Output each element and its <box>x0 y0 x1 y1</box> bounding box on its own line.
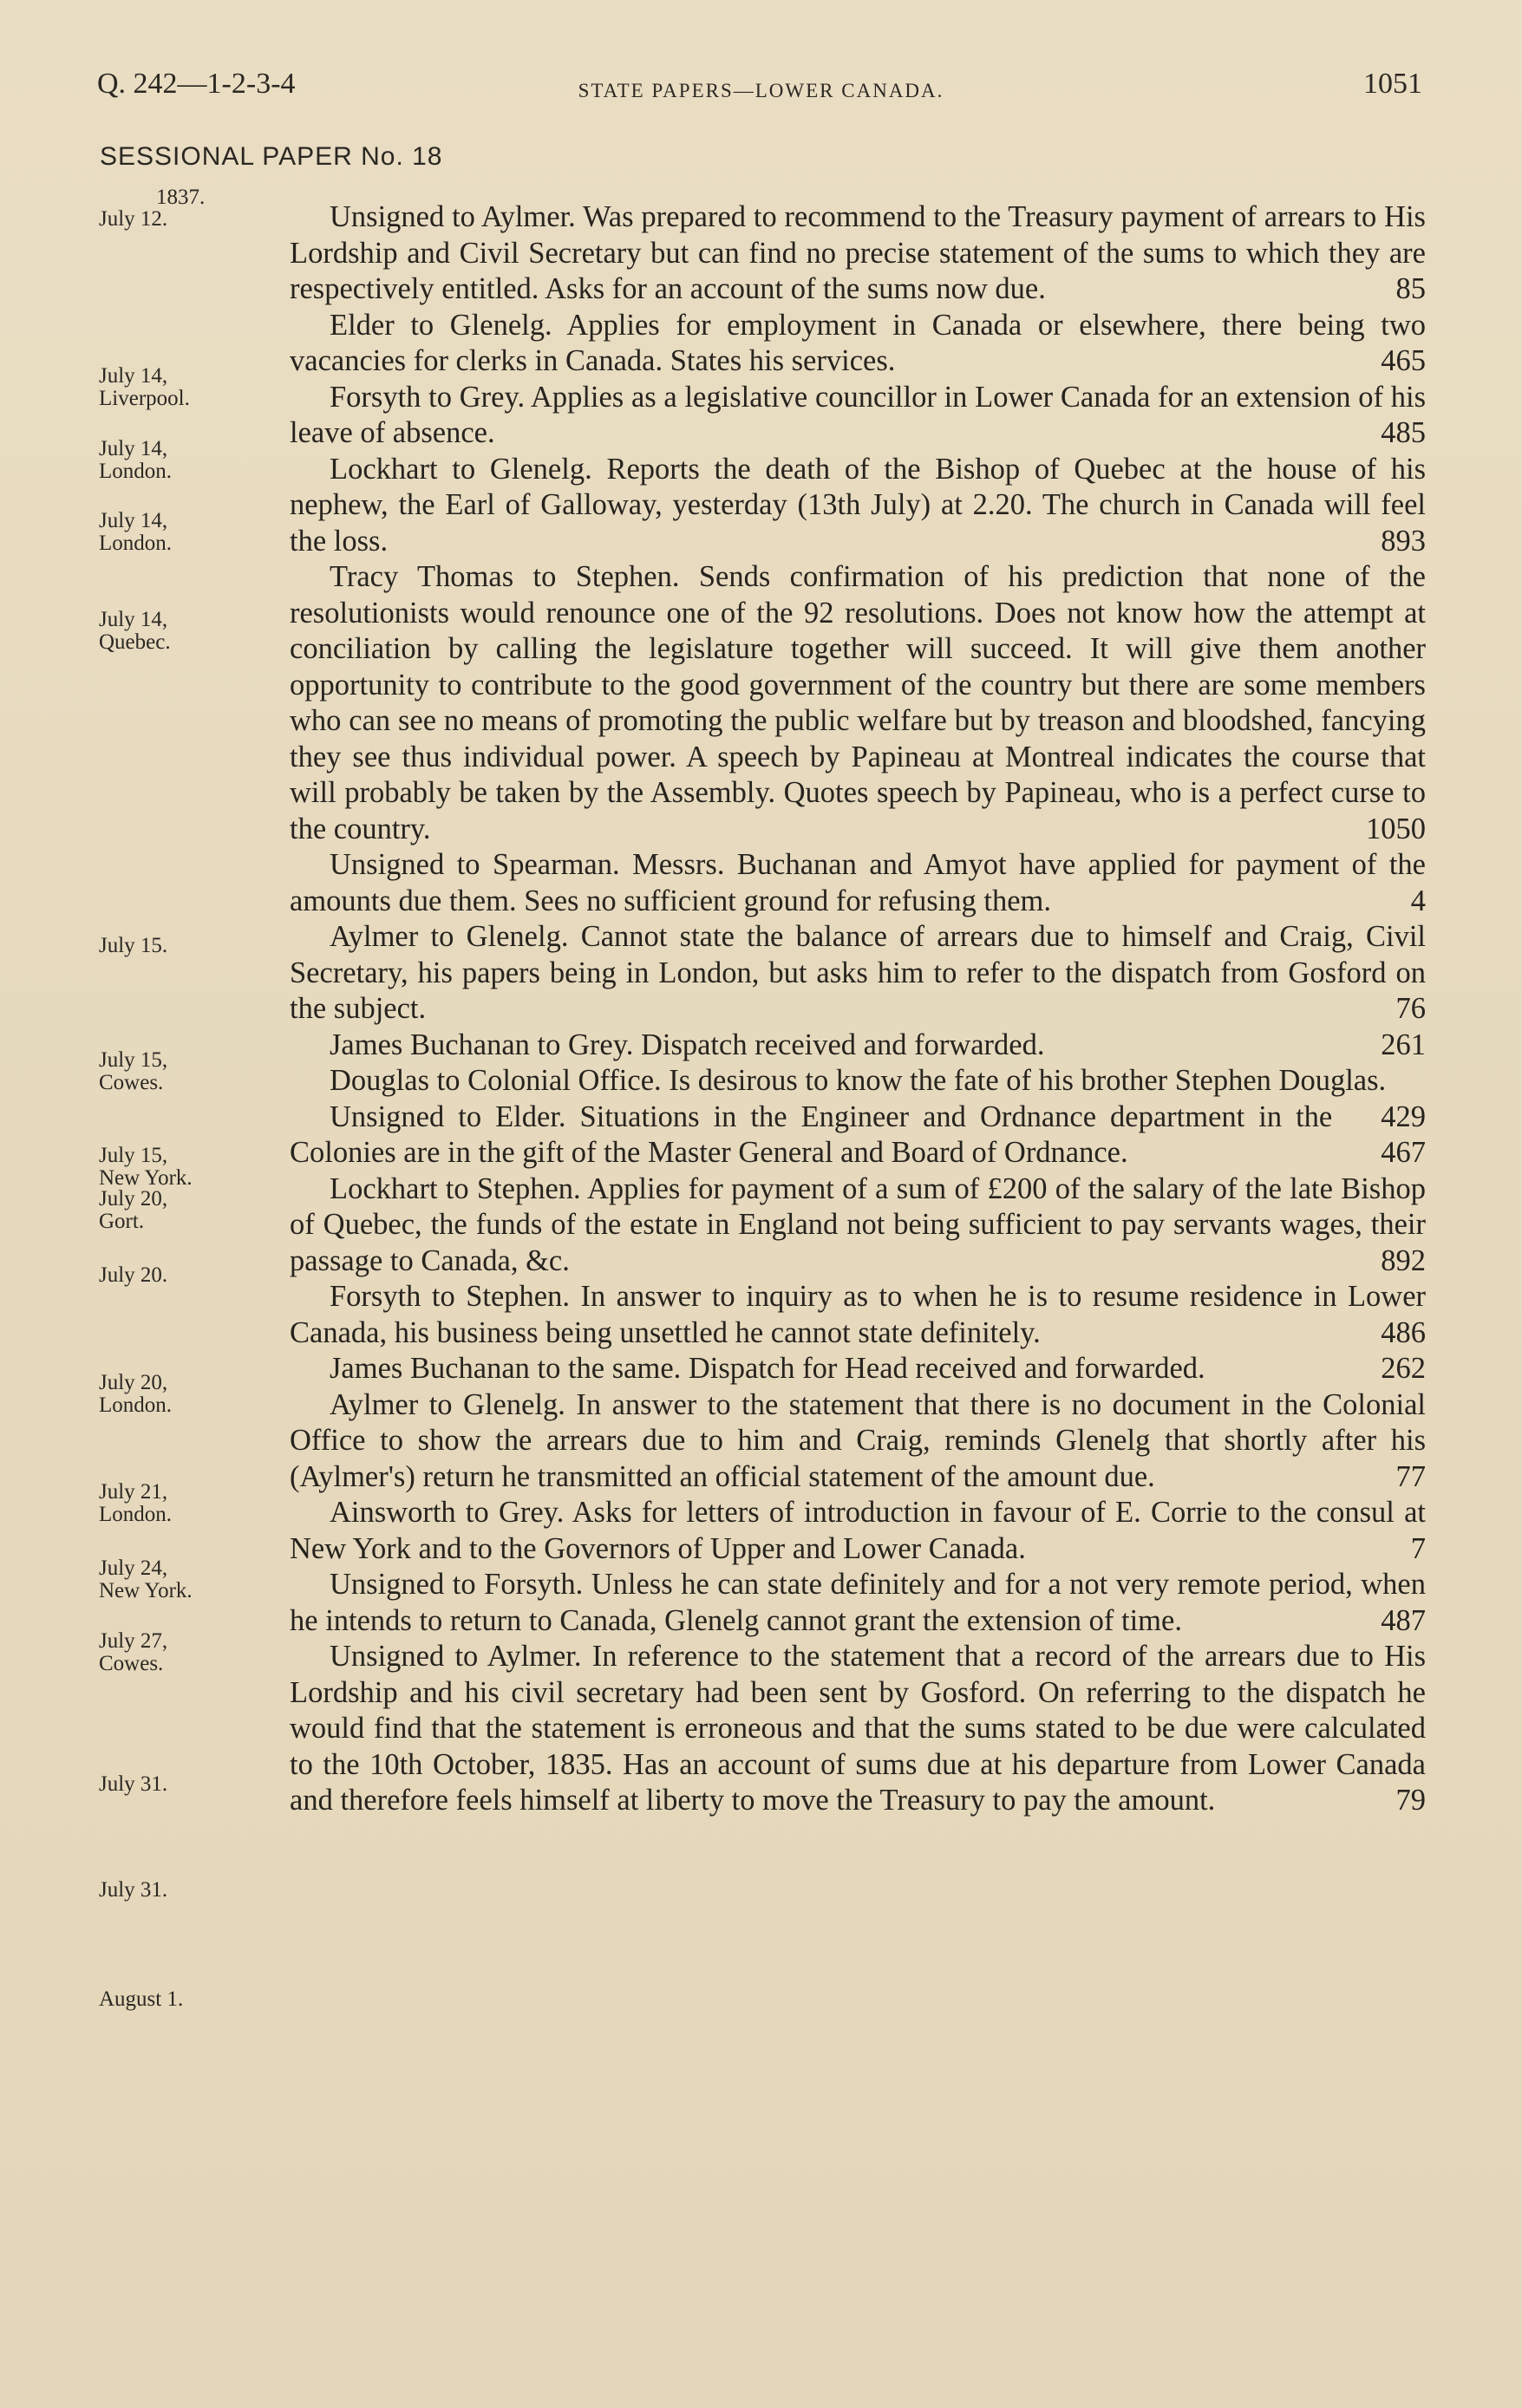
calendar-entry: Lockhart to Stephen. Applies for payment of a sum of £200 of the salary of the late Bishop of Quebec, the funds of the estate in England not being sufficient to pay servants wages, their passage to Canada, &c. 892 <box>290 1171 1426 1280</box>
date-entry: July 31. <box>99 1878 168 1902</box>
date-entry: July 14, Quebec. <box>99 608 171 654</box>
running-title: STATE PAPERS—LOWER CANADA. <box>578 80 944 101</box>
calendar-entry: Aylmer to Glenelg. Cannot state the balance of arrears due to himself and Craig, Civil Secretary, his papers being in London, but asks him to refer to the dispatch from Gosford on the subject. 76 <box>290 919 1426 1028</box>
calendar-entry: James Buchanan to Grey. Dispatch received and forwarded. 261 <box>290 1028 1426 1064</box>
calendar-entry: Unsigned to Forsyth. Unless he can state definitely and for a not very remote period, when he intends to return to Canada, Glenelg cannot grant the extension of time. 487 <box>290 1567 1426 1639</box>
sessional-paper-label: SESSIONAL PAPER No. 18 <box>100 142 443 171</box>
date-entry: July 14, Liverpool. <box>99 364 190 410</box>
document-reference: Q. 242—1-2-3-4 <box>97 68 296 100</box>
calendar-entry: Ainsworth to Grey. Asks for letters of introduction in favour of E. Corrie to the consul at New York and to the Governors of Upper and Lower Canada. 7 <box>290 1495 1426 1567</box>
calendar-entry: Unsigned to Spearman. Messrs. Buchanan and Amyot have applied for payment of the amounts due them. Sees no sufficient ground for refusing them. 4 <box>290 847 1426 919</box>
entry-reference-number: 262 <box>1381 1352 1426 1385</box>
entry-reference-number: 486 <box>1381 1315 1426 1349</box>
date-entry: July 20. <box>99 1263 168 1287</box>
date-entry: July 14, London. <box>99 437 173 483</box>
date-entry: July 20, London. <box>99 1371 173 1417</box>
calendar-entry: Douglas to Colonial Office. Is desirous to know the fate of his brother Stephen Douglas. 429 <box>290 1063 1426 1100</box>
entry-reference-number: 79 <box>1395 1784 1426 1817</box>
date-entry: August 1. <box>99 1987 184 2011</box>
entry-reference-number: 892 <box>1381 1243 1426 1277</box>
entry-reference-number: 465 <box>1381 344 1426 377</box>
entries-column <box>290 199 1426 1819</box>
entry-reference-number: 893 <box>1381 524 1426 558</box>
entry-reference-number: 7 <box>1410 1531 1426 1565</box>
entry-reference-number: 467 <box>1381 1136 1426 1169</box>
entry-reference-number: 487 <box>1381 1603 1426 1637</box>
calendar-entry: Forsyth to Stephen. In answer to inquiry as to when he is to resume residence in Lower Canada, his business being unsettled he cannot state definitely. 486 <box>290 1279 1426 1351</box>
year-label: 1837. <box>156 186 206 209</box>
date-entry: July 15. <box>99 934 168 957</box>
date-entry: July 21, London. <box>99 1480 173 1526</box>
entry-reference-number: 77 <box>1395 1459 1426 1493</box>
calendar-entry: Aylmer to Glenelg. In answer to the statement that there is no document in the Colonial Office to show the arrears due to him and Craig, reminds Glenelg that shortly after his (Aylmer's) return he transmitted an official statement of the amount due. 77 <box>290 1387 1426 1496</box>
calendar-entry: Tracy Thomas to Stephen. Sends confirmation of his prediction that none of the resolutionists would renounce one of the 92 resolutions. Does not know how the attempt at conciliation by calling the legislature together will succeed. It will give them another opportunity to contribute to the good government of the country but there are some members who can see no means of promoting the public welfare but by treason and bloodshed, fancying they see thus individual power. A speech by Papineau at Montreal indicates the course that will probably be taken by the Assembly. Quotes speech by Papineau, who is a perfect curse to the country. 1050 <box>290 559 1426 847</box>
entry-reference-number: 85 <box>1395 272 1426 305</box>
entry-reference-number: 429 <box>1381 1100 1426 1133</box>
calendar-entry: Unsigned to Aylmer. In reference to the statement that a record of the arrears due to His Lordship and his civil secretary had been sent by Gosford. On referring to the dispatch he would find that the statement is erroneous and that the sums stated to be due were calculated to the 10th October, 1835. Has an account of sums due at his departure from Lower Canada and therefore feels himself at liberty to move the Treasury to pay the amount. 79 <box>290 1639 1426 1819</box>
entry-reference-number: 261 <box>1381 1028 1426 1061</box>
date-entry: July 12. <box>99 207 168 231</box>
entry-reference-number: 4 <box>1410 884 1426 917</box>
date-entry: July 24, New York. <box>99 1556 193 1602</box>
date-entry: July 14, London. <box>99 509 173 555</box>
date-entry: July 15, Cowes. <box>99 1048 168 1094</box>
calendar-entry: Unsigned to Elder. Situations in the Engineer and Ordnance department in the Colonies are in the gift of the Master General and Board of Ordnance. 467 <box>290 1100 1426 1171</box>
date-entry: July 15, New York. <box>99 1144 193 1190</box>
date-entry: July 27, Cowes. <box>99 1629 168 1675</box>
calendar-entry: Elder to Glenelg. Applies for employment in Canada or elsewhere, there being two vacancies for clerks in Canada. States his services. 465 <box>290 308 1426 380</box>
calendar-entry: James Buchanan to the same. Dispatch for Head received and forwarded. 262 <box>290 1351 1426 1387</box>
calendar-entry: Lockhart to Glenelg. Reports the death of the Bishop of Quebec at the house of his nephew, the Earl of Galloway, yesterday (13th July) at 2.20. The church in Canada will feel the loss. 893 <box>290 452 1426 560</box>
date-entry: July 20, Gort. <box>99 1187 168 1233</box>
date-entry: July 31. <box>99 1772 168 1796</box>
page-number: 1051 <box>1363 68 1422 100</box>
calendar-entry: Forsyth to Grey. Applies as a legislative councillor in Lower Canada for an extension of his leave of absence. 485 <box>290 380 1426 452</box>
entry-reference-number: 76 <box>1395 992 1426 1025</box>
calendar-entry: Unsigned to Aylmer. Was prepared to recommend to the Treasury payment of arrears to His Lordship and Civil Secretary but can find no precise statement of the sums to which they are respectively entitled. Asks for an account of the sums now due. 85 <box>290 199 1426 308</box>
entry-reference-number: 1050 <box>1366 812 1426 845</box>
entry-reference-number: 485 <box>1381 416 1426 449</box>
